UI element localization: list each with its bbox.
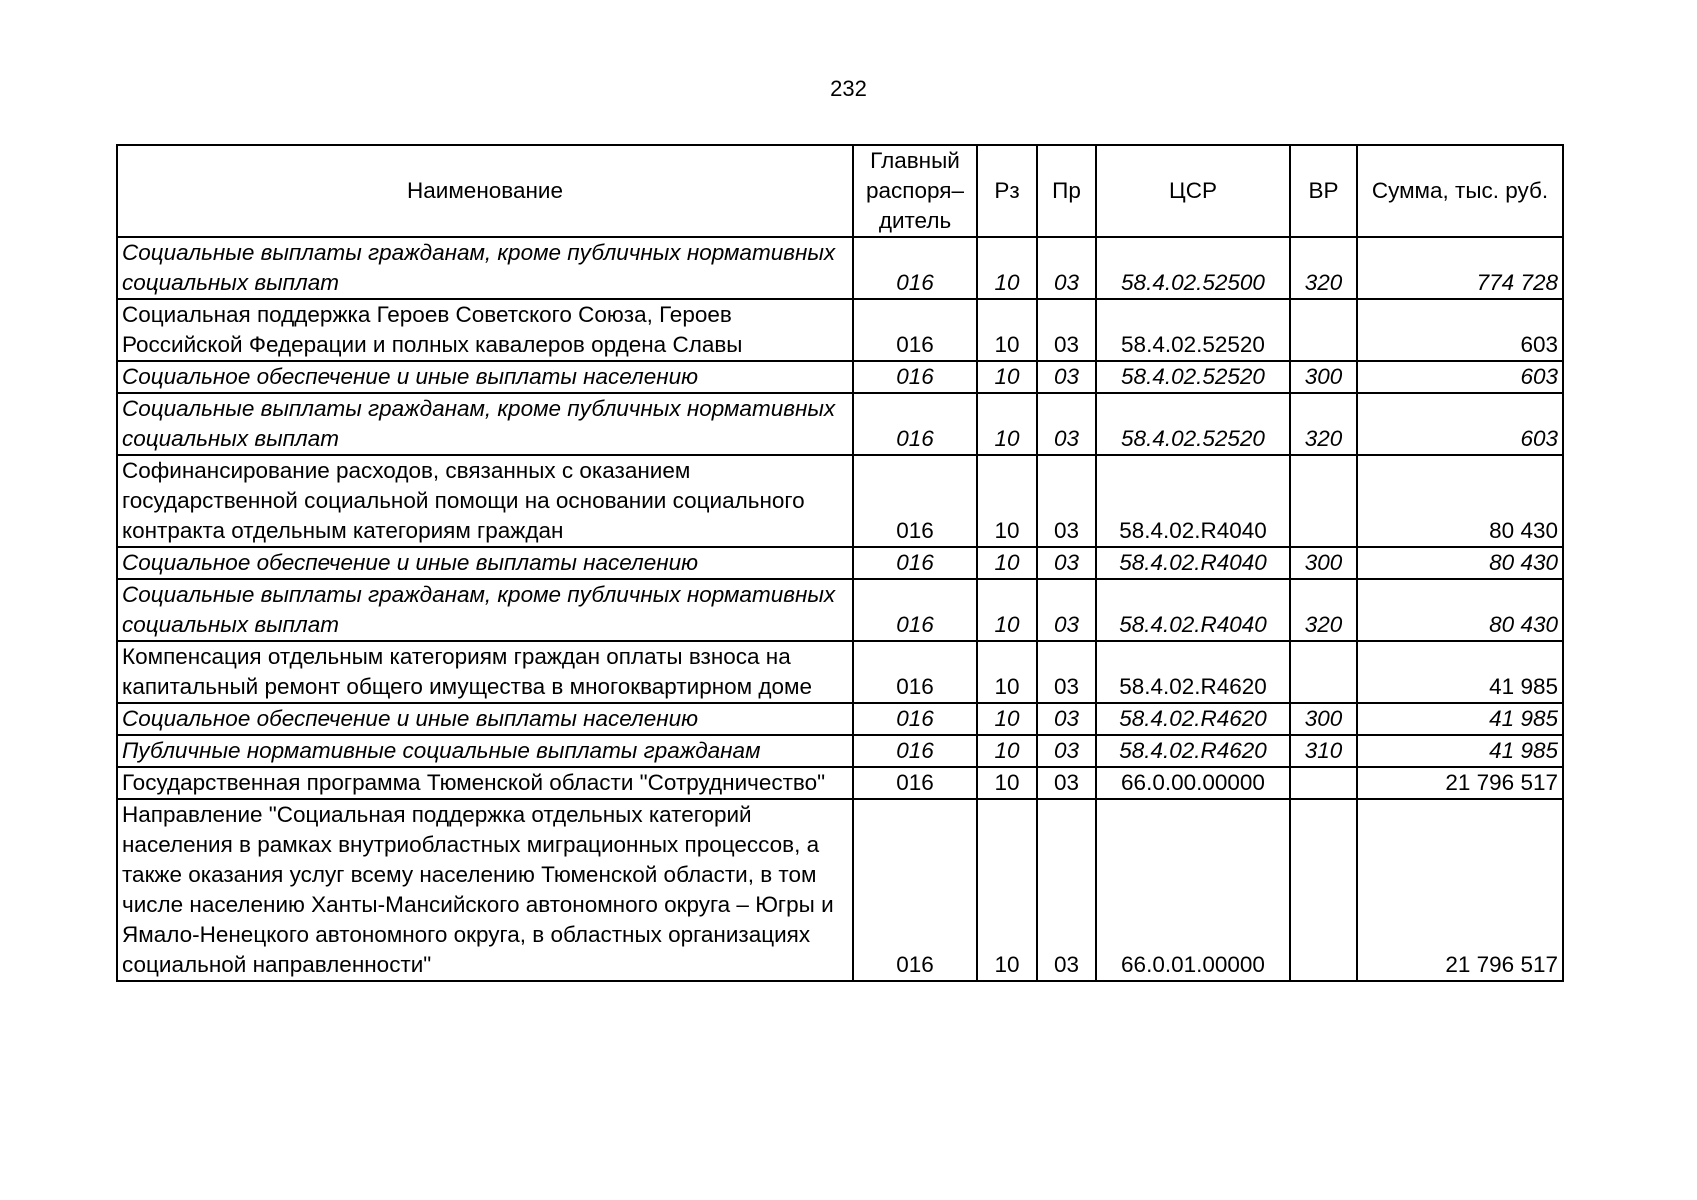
cell-pr: 03 bbox=[1037, 361, 1096, 393]
cell-rz: 10 bbox=[977, 641, 1037, 703]
cell-csr: 58.4.02.52520 bbox=[1096, 299, 1290, 361]
cell-rz: 10 bbox=[977, 361, 1037, 393]
header-sum: Сумма, тыс. руб. bbox=[1357, 145, 1563, 237]
cell-csr: 58.4.02.R4040 bbox=[1096, 547, 1290, 579]
cell-csr: 66.0.00.00000 bbox=[1096, 767, 1290, 799]
cell-rz: 10 bbox=[977, 237, 1037, 299]
cell-sum: 21 796 517 bbox=[1357, 799, 1563, 981]
table-row bbox=[117, 703, 1563, 735]
header-vr: ВР bbox=[1290, 145, 1357, 237]
table-row bbox=[117, 641, 1563, 703]
cell-name: Социальные выплаты гражданам, кроме публичных нормативных социальных выплат bbox=[117, 393, 853, 455]
cell-vr bbox=[1290, 641, 1357, 703]
table-row bbox=[117, 237, 1563, 299]
cell-vr: 300 bbox=[1290, 361, 1357, 393]
cell-name: Компенсация отдельным категориям граждан оплаты взноса на капитальный ремонт общего имущества в многоквартирном доме bbox=[117, 641, 853, 703]
header-name: Наименование bbox=[117, 145, 853, 237]
cell-name: Социальное обеспечение и иные выплаты населению bbox=[117, 547, 853, 579]
cell-pr: 03 bbox=[1037, 299, 1096, 361]
table-row bbox=[117, 767, 1563, 799]
cell-pr: 03 bbox=[1037, 799, 1096, 981]
table-row bbox=[117, 799, 1563, 981]
table-row bbox=[117, 361, 1563, 393]
cell-vr bbox=[1290, 767, 1357, 799]
cell-rz: 10 bbox=[977, 799, 1037, 981]
cell-pr: 03 bbox=[1037, 735, 1096, 767]
cell-name: Социальные выплаты гражданам, кроме публичных нормативных социальных выплат bbox=[117, 237, 853, 299]
budget-table bbox=[116, 144, 1564, 982]
cell-vr bbox=[1290, 799, 1357, 981]
cell-rz: 10 bbox=[977, 455, 1037, 547]
cell-rz: 10 bbox=[977, 735, 1037, 767]
cell-name: Социальное обеспечение и иные выплаты населению bbox=[117, 703, 853, 735]
cell-sum: 41 985 bbox=[1357, 641, 1563, 703]
cell-vr: 320 bbox=[1290, 393, 1357, 455]
cell-csr: 58.4.02.R4620 bbox=[1096, 641, 1290, 703]
cell-sum: 603 bbox=[1357, 361, 1563, 393]
cell-grbs: 016 bbox=[853, 703, 977, 735]
cell-name: Софинансирование расходов, связанных с оказанием государственной социальной помощи на основании социального контракта отдельным категориям граждан bbox=[117, 455, 853, 547]
cell-name: Публичные нормативные социальные выплаты гражданам bbox=[117, 735, 853, 767]
cell-name: Социальные выплаты гражданам, кроме публичных нормативных социальных выплат bbox=[117, 579, 853, 641]
cell-csr: 66.0.01.00000 bbox=[1096, 799, 1290, 981]
cell-pr: 03 bbox=[1037, 641, 1096, 703]
table-row bbox=[117, 455, 1563, 547]
cell-grbs: 016 bbox=[853, 237, 977, 299]
cell-name: Государственная программа Тюменской области "Сотрудничество" bbox=[117, 767, 853, 799]
cell-pr: 03 bbox=[1037, 455, 1096, 547]
table-row bbox=[117, 735, 1563, 767]
cell-sum: 80 430 bbox=[1357, 547, 1563, 579]
header-csr: ЦСР bbox=[1096, 145, 1290, 237]
cell-csr: 58.4.02.52520 bbox=[1096, 393, 1290, 455]
cell-grbs: 016 bbox=[853, 735, 977, 767]
cell-vr: 320 bbox=[1290, 237, 1357, 299]
cell-rz: 10 bbox=[977, 547, 1037, 579]
cell-pr: 03 bbox=[1037, 547, 1096, 579]
cell-pr: 03 bbox=[1037, 767, 1096, 799]
cell-grbs: 016 bbox=[853, 393, 977, 455]
cell-pr: 03 bbox=[1037, 393, 1096, 455]
cell-sum: 80 430 bbox=[1357, 579, 1563, 641]
cell-grbs: 016 bbox=[853, 767, 977, 799]
cell-rz: 10 bbox=[977, 579, 1037, 641]
cell-grbs: 016 bbox=[853, 641, 977, 703]
cell-csr: 58.4.02.52520 bbox=[1096, 361, 1290, 393]
cell-sum: 21 796 517 bbox=[1357, 767, 1563, 799]
table-row bbox=[117, 547, 1563, 579]
cell-csr: 58.4.02.R4620 bbox=[1096, 735, 1290, 767]
table-header-row bbox=[117, 145, 1563, 237]
cell-vr: 320 bbox=[1290, 579, 1357, 641]
cell-vr bbox=[1290, 455, 1357, 547]
cell-grbs: 016 bbox=[853, 799, 977, 981]
cell-name: Направление "Социальная поддержка отдельных категорий населения в рамках внутриобластных миграционных процессов, а также оказания услуг всему населению Тюменской области, в том числе населению Ханты-Мансийского автономного округа – Югры и Ямало-Ненецкого автономного округа, в областных организациях социальной направленности" bbox=[117, 799, 853, 981]
cell-grbs: 016 bbox=[853, 299, 977, 361]
header-rz: Рз bbox=[977, 145, 1037, 237]
cell-grbs: 016 bbox=[853, 455, 977, 547]
cell-rz: 10 bbox=[977, 703, 1037, 735]
cell-csr: 58.4.02.R4620 bbox=[1096, 703, 1290, 735]
cell-sum: 603 bbox=[1357, 393, 1563, 455]
header-pr: Пр bbox=[1037, 145, 1096, 237]
cell-sum: 80 430 bbox=[1357, 455, 1563, 547]
cell-pr: 03 bbox=[1037, 237, 1096, 299]
header-grbs: Главный распоря– дитель bbox=[853, 145, 977, 237]
cell-grbs: 016 bbox=[853, 579, 977, 641]
table-row bbox=[117, 299, 1563, 361]
table-row bbox=[117, 579, 1563, 641]
cell-rz: 10 bbox=[977, 393, 1037, 455]
cell-sum: 603 bbox=[1357, 299, 1563, 361]
cell-csr: 58.4.02.52500 bbox=[1096, 237, 1290, 299]
cell-sum: 774 728 bbox=[1357, 237, 1563, 299]
cell-sum: 41 985 bbox=[1357, 735, 1563, 767]
cell-rz: 10 bbox=[977, 767, 1037, 799]
cell-vr: 310 bbox=[1290, 735, 1357, 767]
cell-vr: 300 bbox=[1290, 703, 1357, 735]
cell-vr: 300 bbox=[1290, 547, 1357, 579]
cell-pr: 03 bbox=[1037, 579, 1096, 641]
cell-vr bbox=[1290, 299, 1357, 361]
cell-name: Социальное обеспечение и иные выплаты населению bbox=[117, 361, 853, 393]
page-number: 232 bbox=[830, 76, 867, 101]
cell-csr: 58.4.02.R4040 bbox=[1096, 455, 1290, 547]
cell-name: Социальная поддержка Героев Советского Союза, Героев Российской Федерации и полных кавалеров ордена Славы bbox=[117, 299, 853, 361]
cell-sum: 41 985 bbox=[1357, 703, 1563, 735]
cell-rz: 10 bbox=[977, 299, 1037, 361]
cell-pr: 03 bbox=[1037, 703, 1096, 735]
table-row bbox=[117, 393, 1563, 455]
cell-csr: 58.4.02.R4040 bbox=[1096, 579, 1290, 641]
cell-grbs: 016 bbox=[853, 361, 977, 393]
cell-grbs: 016 bbox=[853, 547, 977, 579]
